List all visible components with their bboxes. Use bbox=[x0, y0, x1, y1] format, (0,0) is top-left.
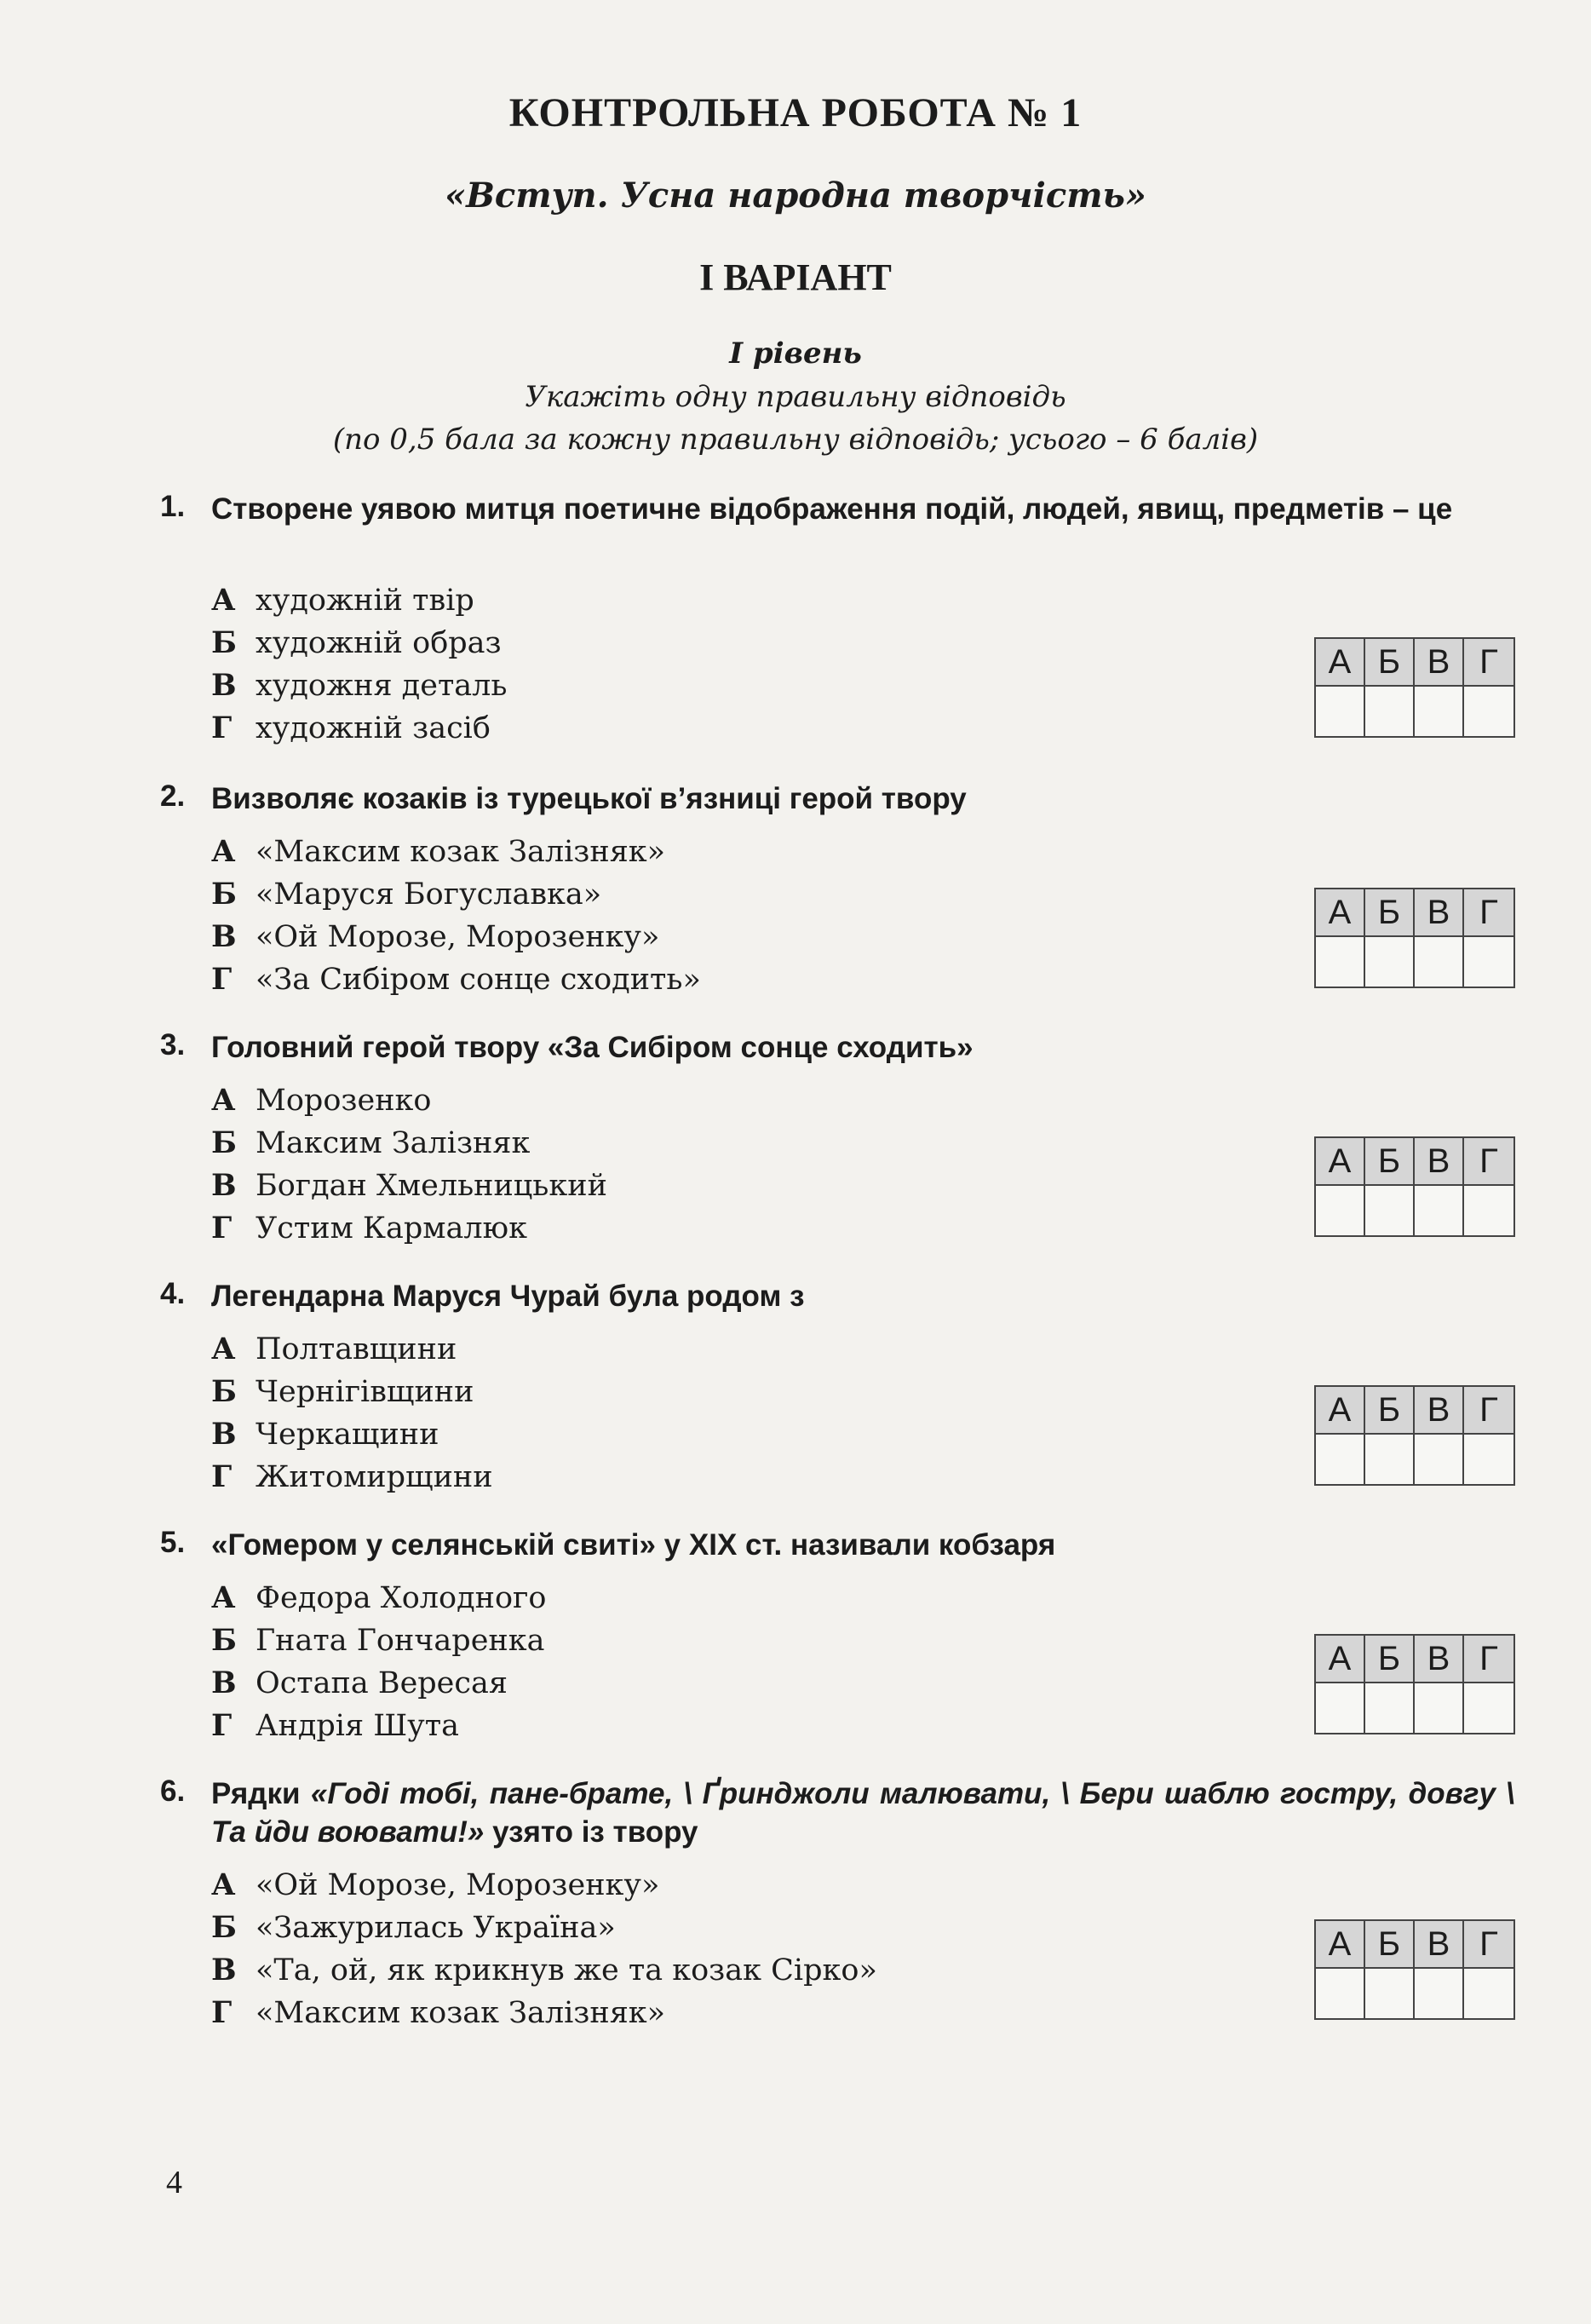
answer-cell-a[interactable] bbox=[1316, 1969, 1365, 2018]
question-number: 1. bbox=[160, 490, 186, 523]
answer-cell-c[interactable] bbox=[1415, 687, 1464, 736]
answer-grid-header: Б bbox=[1365, 1387, 1415, 1435]
answer-cell-b[interactable] bbox=[1365, 687, 1415, 736]
option-c[interactable]: В Богдан Хмельницький bbox=[211, 1168, 607, 1203]
question-text-after: узято із твору bbox=[484, 1815, 698, 1849]
answer-grid-header: А bbox=[1316, 1138, 1365, 1186]
answer-grid-header: Г bbox=[1464, 1921, 1513, 1969]
answer-grid-header: Б bbox=[1365, 889, 1415, 937]
option-b[interactable]: Б «Зажурилась Україна» bbox=[211, 1910, 616, 1945]
answer-grid bbox=[1314, 637, 1515, 738]
answer-cell-a[interactable] bbox=[1316, 1435, 1365, 1484]
answer-grid-header: Б bbox=[1365, 639, 1415, 687]
answer-grid-header: Б bbox=[1365, 1921, 1415, 1969]
option-d[interactable]: Г Андрія Шута bbox=[211, 1708, 459, 1743]
answer-grid-header: Б bbox=[1365, 1138, 1415, 1186]
options-list bbox=[211, 1864, 877, 2034]
answer-grid-header: Г bbox=[1464, 639, 1513, 687]
answer-cell-a[interactable] bbox=[1316, 937, 1365, 987]
answer-cell-d[interactable] bbox=[1464, 1435, 1513, 1484]
question-number: 6. bbox=[160, 1775, 186, 1808]
instruction-line-1: Укажіть одну правильну відповідь bbox=[525, 380, 1066, 414]
option-a[interactable]: А Морозенко bbox=[211, 1083, 432, 1118]
options-list bbox=[211, 579, 507, 750]
answer-grid bbox=[1314, 1136, 1515, 1237]
answer-cell-c[interactable] bbox=[1415, 1683, 1464, 1733]
answer-grid-header: В bbox=[1415, 889, 1464, 937]
option-a[interactable]: А Полтавщини bbox=[211, 1332, 457, 1366]
answer-cell-b[interactable] bbox=[1365, 1186, 1415, 1235]
answer-cell-b[interactable] bbox=[1365, 1969, 1415, 2018]
answer-cell-a[interactable] bbox=[1316, 1683, 1365, 1733]
question-quote: «Годі тобі, пане-брате, \ Ґринджоли малювати, \ Бери шаблю гостру, довгу \ Та йди воювати!» bbox=[211, 1777, 1515, 1849]
variant-heading: І ВАРІАНТ bbox=[699, 256, 892, 298]
option-c[interactable]: В Черкащини bbox=[211, 1417, 439, 1452]
answer-cell-c[interactable] bbox=[1415, 1186, 1464, 1235]
option-c[interactable]: В художня деталь bbox=[211, 668, 508, 703]
question-text: Створене уявою митця поетичне відображення подій, людей, явищ, предметів – це bbox=[211, 492, 1453, 526]
answer-cell-b[interactable] bbox=[1365, 1435, 1415, 1484]
question-number: 5. bbox=[160, 1526, 186, 1559]
answer-grid-header: В bbox=[1415, 1387, 1464, 1435]
option-d[interactable]: Г «За Сибіром сонце сходить» bbox=[211, 962, 701, 997]
answer-grid-header: Г bbox=[1464, 889, 1513, 937]
answer-grid-header: А bbox=[1316, 639, 1365, 687]
answer-grid-header: А bbox=[1316, 889, 1365, 937]
answer-grid bbox=[1314, 1919, 1515, 2020]
answer-grid-header: Б bbox=[1365, 1636, 1415, 1683]
answer-grid-header: А bbox=[1316, 1387, 1365, 1435]
instruction-line-2: (по 0,5 бала за кожну правильну відповідь; усього – 6 балів) bbox=[332, 423, 1259, 457]
answer-cell-d[interactable] bbox=[1464, 1969, 1513, 2018]
answer-cell-c[interactable] bbox=[1415, 1435, 1464, 1484]
answer-cell-a[interactable] bbox=[1316, 687, 1365, 736]
option-c[interactable]: В «Та, ой, як крикнув же та козак Сірко» bbox=[211, 1953, 877, 1987]
option-d[interactable]: Г «Максим козак Залізняк» bbox=[211, 1995, 666, 2030]
question-text-before: Рядки bbox=[211, 1777, 311, 1810]
answer-cell-d[interactable] bbox=[1464, 937, 1513, 987]
option-b[interactable]: Б Гната Гончаренка bbox=[211, 1623, 545, 1658]
answer-cell-a[interactable] bbox=[1316, 1186, 1365, 1235]
question-number: 4. bbox=[160, 1277, 186, 1310]
answer-grid bbox=[1314, 1634, 1515, 1734]
options-list bbox=[211, 831, 701, 1001]
question-number: 3. bbox=[160, 1028, 186, 1061]
page-title: КОНТРОЛЬНА РОБОТА № 1 bbox=[508, 90, 1083, 135]
answer-grid-header: В bbox=[1415, 639, 1464, 687]
answer-grid-header: Г bbox=[1464, 1636, 1513, 1683]
answer-cell-d[interactable] bbox=[1464, 1683, 1513, 1733]
answer-grid-header: А bbox=[1316, 1921, 1365, 1969]
option-a[interactable]: А «Ой Морозе, Морозенку» bbox=[211, 1867, 660, 1902]
option-c[interactable]: В «Ой Морозе, Морозенку» bbox=[211, 919, 660, 954]
option-b[interactable]: Б Максим Залізняк bbox=[211, 1125, 531, 1160]
options-list bbox=[211, 1079, 607, 1250]
option-a[interactable]: А «Максим козак Залізняк» bbox=[211, 834, 666, 869]
option-c[interactable]: В Остапа Вересая bbox=[211, 1665, 508, 1700]
options-list bbox=[211, 1328, 493, 1499]
answer-grid-header: В bbox=[1415, 1921, 1464, 1969]
answer-grid-header: А bbox=[1316, 1636, 1365, 1683]
option-a[interactable]: А художній твір bbox=[211, 583, 474, 618]
question-number: 2. bbox=[160, 779, 186, 813]
option-d[interactable]: Г художній засіб bbox=[211, 710, 491, 745]
answer-grid-header: В bbox=[1415, 1138, 1464, 1186]
question-text: Легендарна Маруся Чурай була родом з bbox=[211, 1280, 805, 1313]
option-b[interactable]: Б художній образ bbox=[211, 625, 502, 660]
option-b[interactable]: Б Чернігівщини bbox=[211, 1374, 474, 1409]
option-b[interactable]: Б «Маруся Богуславка» bbox=[211, 877, 602, 912]
answer-grid bbox=[1314, 1385, 1515, 1486]
answer-grid-header: В bbox=[1415, 1636, 1464, 1683]
option-a[interactable]: А Федора Холодного bbox=[211, 1580, 547, 1615]
question-text bbox=[211, 1775, 1514, 1851]
answer-cell-b[interactable] bbox=[1365, 937, 1415, 987]
options-list bbox=[211, 1577, 546, 1747]
level-heading: І рівень bbox=[729, 337, 862, 371]
page-number: 4 bbox=[166, 2165, 182, 2200]
question-text: Головний герой твору «За Сибіром сонце сходить» bbox=[211, 1031, 974, 1064]
answer-cell-d[interactable] bbox=[1464, 687, 1513, 736]
option-d[interactable]: Г Житомирщини bbox=[211, 1459, 493, 1494]
answer-cell-d[interactable] bbox=[1464, 1186, 1513, 1235]
page-subtitle: «Вступ. Усна народна творчість» bbox=[445, 175, 1146, 216]
answer-grid-header: Г bbox=[1464, 1387, 1513, 1435]
option-d[interactable]: Г Устим Кармалюк bbox=[211, 1211, 527, 1245]
answer-grid bbox=[1314, 888, 1515, 988]
question-text: «Гомером у селянській свиті» у ХІХ ст. називали кобзаря bbox=[211, 1528, 1056, 1562]
answer-cell-c[interactable] bbox=[1415, 1969, 1464, 2018]
answer-cell-b[interactable] bbox=[1365, 1683, 1415, 1733]
answer-cell-c[interactable] bbox=[1415, 937, 1464, 987]
answer-grid-header: Г bbox=[1464, 1138, 1513, 1186]
question-text: Визволяє козаків із турецької в’язниці герой твору bbox=[211, 782, 967, 815]
